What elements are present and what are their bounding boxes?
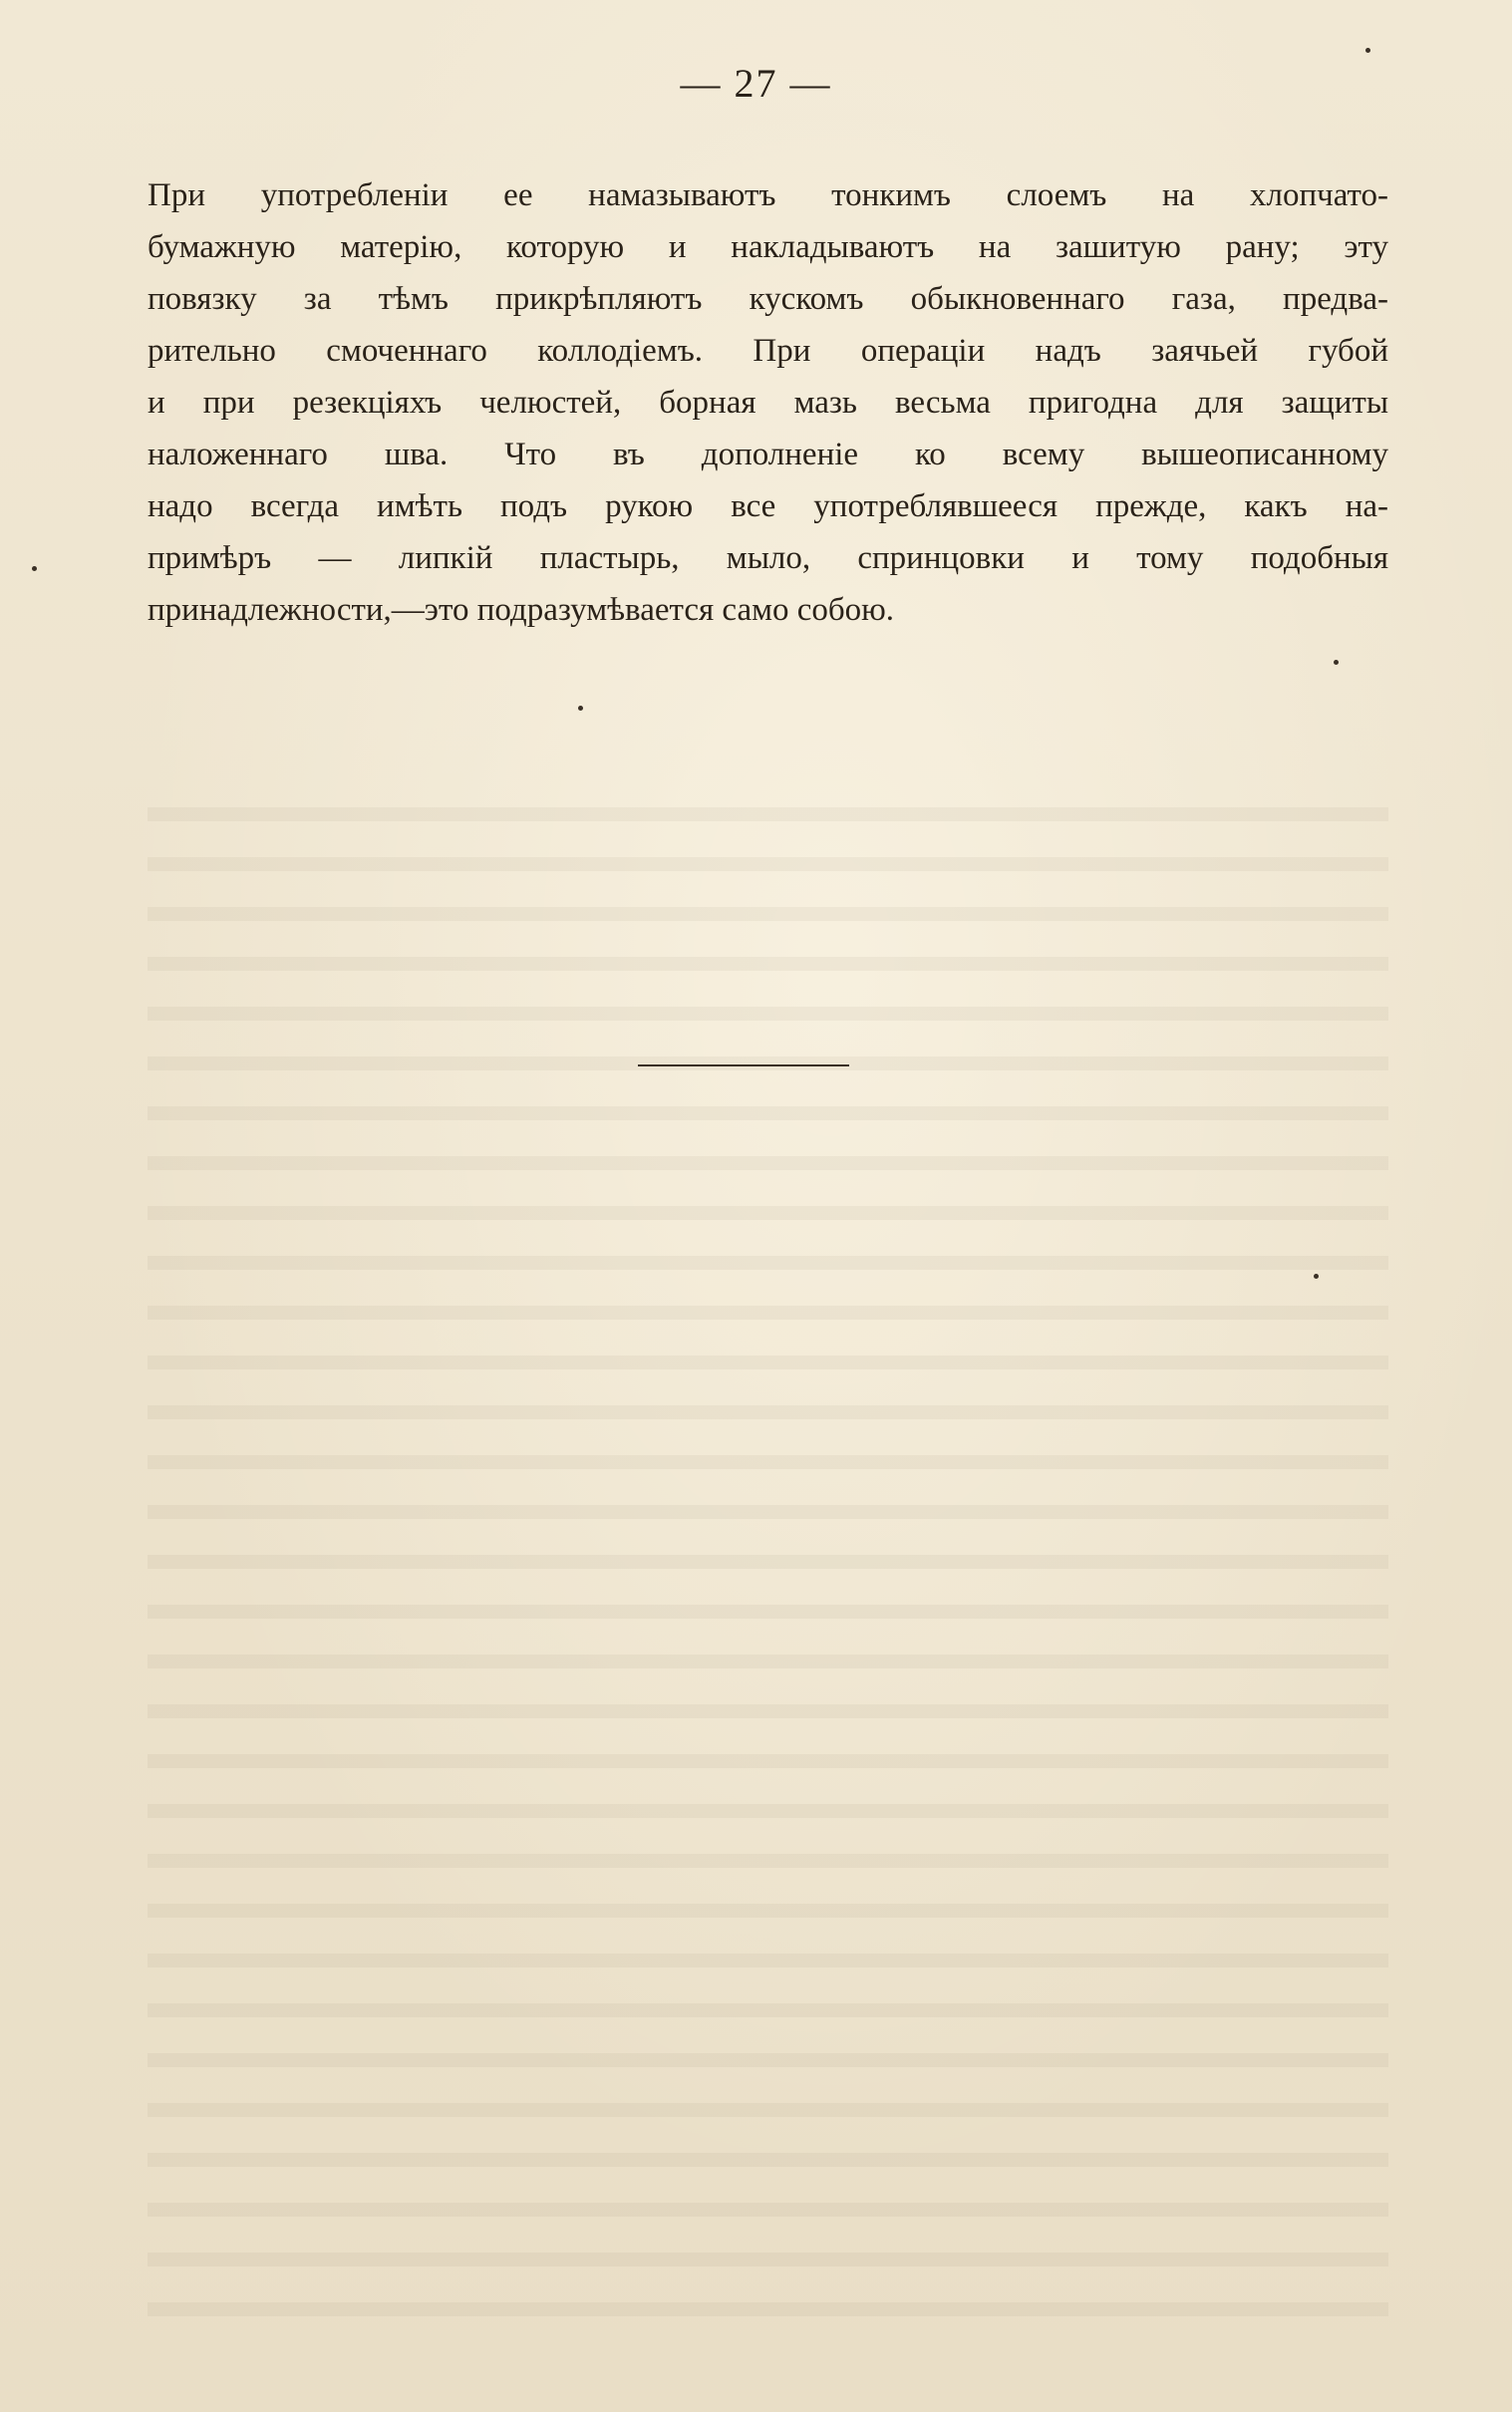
text-line: надо всегда имѣть подъ рукою все употреблявшееся прежде, какъ на- [148, 488, 1388, 524]
ink-speck [32, 566, 37, 571]
ink-speck [578, 706, 583, 711]
text-line: наложеннаго шва. Что въ дополненіе ко всему вышеописанному [148, 437, 1388, 472]
text-line: примѣръ — липкій пластырь, мыло, спринцовки и тому подобныя [148, 540, 1388, 576]
text-line: рительно смоченнаго коллодіемъ. При операціи надъ заячьей губой [148, 333, 1388, 369]
text-line: принадлежности,—это подразумѣвается само собою. [148, 592, 895, 628]
ink-speck [1365, 48, 1370, 53]
section-divider [638, 1064, 849, 1066]
ink-speck [1314, 1274, 1319, 1279]
ink-speck [1334, 660, 1339, 665]
text-line: При употребленіи ее намазываютъ тонкимъ слоемъ на хлопчато- [148, 177, 1388, 213]
text-line: бумажную матерію, которую и накладываютъ на зашитую рану; эту [148, 229, 1388, 265]
text-line: и при резекціяхъ челюстей, борная мазь весьма пригодна для защиты [148, 385, 1388, 421]
show-through-texture [148, 777, 1388, 2332]
text-line: повязку за тѣмъ прикрѣпляютъ кускомъ обыкновеннаго газа, предва- [148, 281, 1388, 317]
paragraph [148, 169, 1388, 636]
page-number: — 27 — [680, 61, 832, 106]
